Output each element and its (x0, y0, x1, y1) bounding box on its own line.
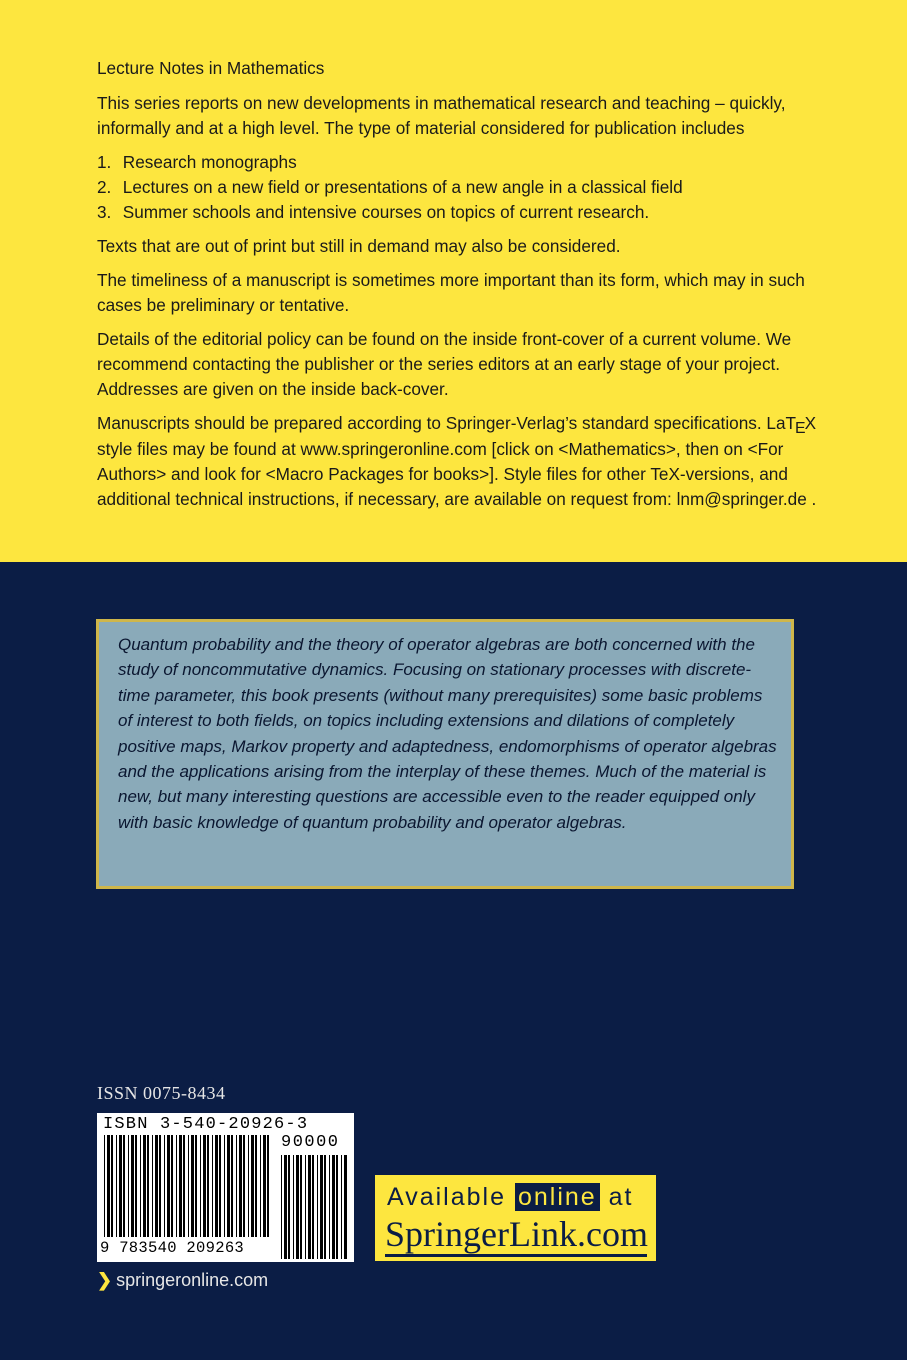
barcode-bar (288, 1155, 290, 1259)
latex-logo-x: X (804, 413, 817, 433)
springerlink-online-word: online (515, 1183, 600, 1211)
barcode-bar (215, 1135, 218, 1237)
barcode-bar (231, 1135, 233, 1237)
barcode-bar (152, 1135, 153, 1237)
barcode-bar (260, 1135, 261, 1237)
barcode-bar (344, 1155, 347, 1259)
barcode-bar (251, 1135, 254, 1237)
barcode-bar (305, 1155, 306, 1259)
manuscript-instructions (97, 411, 817, 512)
barcode-bar (131, 1135, 134, 1237)
publisher-website-text: springeronline.com (116, 1270, 269, 1290)
list-text: Lectures on a new field or presentations of a new angle in a classical field (122, 177, 683, 197)
barcode-bar (207, 1135, 209, 1237)
barcode-bar (284, 1155, 287, 1259)
list-item (97, 175, 817, 200)
springerlink-springer-word: Springer (385, 1214, 509, 1254)
barcode-bar (336, 1155, 338, 1259)
springerlink-underline (385, 1254, 647, 1257)
issn-label: ISSN 0075-8434 (97, 1083, 226, 1103)
isbn-barcode (97, 1113, 354, 1262)
springerlink-name (385, 1213, 648, 1255)
barcode-bar (135, 1135, 137, 1237)
barcode-bar (312, 1155, 314, 1259)
barcode-bar (123, 1135, 125, 1237)
barcode-bar (191, 1135, 194, 1237)
out-of-print-note: Texts that are out of print but still in demand may also be considered. (97, 236, 621, 256)
manuscript-instructions-rest: style files may be found at www.springeronline.com [click on <Mathematics>, then on <For Authors> and look for <Macro Packages for books>]. Style files for other TeX-versions, and additional technical instructions, if necessary, are available on request from: lnm@springer.de . (97, 439, 817, 509)
springerlink-link-word: Link.com (508, 1214, 648, 1254)
manuscript-instructions-lead: Manuscripts should be prepared according to Springer-Verlag’s standard specifications. (97, 413, 762, 433)
timeliness-note: The timeliness of a manuscript is sometimes more important than its form, which may in such cases be preliminary or tentative. (97, 270, 805, 315)
list-item (97, 150, 817, 175)
barcode-bar (140, 1135, 141, 1237)
barcode-isbn-text: ISBN 3-540-20926-3 (103, 1115, 309, 1134)
barcode-ean-number: 9 783540 209263 (100, 1239, 245, 1257)
list-text: Summer schools and intensive courses on topics of current research. (122, 202, 650, 222)
barcode-bar (111, 1135, 113, 1237)
latex-logo-la: La (766, 413, 786, 433)
springerlink-available-line (387, 1183, 634, 1212)
barcode-bar (308, 1155, 311, 1259)
barcode-bar (329, 1155, 330, 1259)
barcode-bar (320, 1155, 323, 1259)
series-description-panel (0, 0, 907, 562)
barcode-bar (212, 1135, 213, 1237)
barcode-bar (263, 1135, 266, 1237)
barcode-bar (200, 1135, 201, 1237)
barcode-bar (119, 1135, 122, 1237)
list-number: 2. (97, 177, 112, 197)
barcode-bar (236, 1135, 237, 1237)
barcode-bar (300, 1155, 302, 1259)
book-blurb-text: Quantum probability and the theory of operator algebras are both concerned with the study of noncommutative dynamics. Focusing on stationary processes with discrete-time parameter, this book presents (without many prerequisites) some basic problems of interest to both fields, on topics including extensions and dilations of completely positive maps, Markov property and adaptedness, endomorphisms of operator algebras and the applications arising from the interplay of these themes. Much of the material is new, but many interesting questions are accessible even to the reader equipped only with basic knowledge of quantum probability and operator algebras. (118, 635, 777, 832)
barcode-bar (116, 1135, 117, 1237)
barcode-bar (143, 1135, 146, 1237)
barcode-bar (155, 1135, 158, 1237)
barcode-bar (167, 1135, 170, 1237)
barcode-bar (332, 1155, 335, 1259)
latex-logo-t: T (785, 413, 797, 433)
barcode-bar (128, 1135, 129, 1237)
barcode-bar (104, 1135, 105, 1237)
barcode-bar (255, 1135, 257, 1237)
barcode-bar (183, 1135, 185, 1237)
springerlink-available-word: Available (387, 1183, 507, 1211)
series-description-text (97, 56, 817, 521)
barcode-bar (195, 1135, 197, 1237)
list-text: Research monographs (122, 152, 297, 172)
barcode-bar (171, 1135, 173, 1237)
barcode-bar (341, 1155, 342, 1259)
chevron-right-icon: ❯ (97, 1270, 113, 1290)
series-intro: This series reports on new developments in mathematical research and teaching – quickly, informally and at a high level. The type of material considered for publication includes (97, 93, 786, 138)
barcode-bar (281, 1155, 282, 1259)
barcode-addon-number: 90000 (281, 1133, 340, 1152)
book-blurb-box (96, 619, 794, 889)
list-number: 3. (97, 202, 112, 222)
publisher-website[interactable] (97, 1270, 268, 1291)
editorial-policy-note: Details of the editorial policy can be found on the inside front-cover of a current volume. We recommend contacting the publisher or the series editors at an early stage of your project. Addresses are given on the inside back-cover. (97, 329, 792, 399)
barcode-bar (219, 1135, 221, 1237)
barcode-bar (248, 1135, 249, 1237)
springerlink-logo (375, 1175, 656, 1261)
barcode-bar (147, 1135, 149, 1237)
barcode-bar (176, 1135, 177, 1237)
barcode-bar (164, 1135, 165, 1237)
barcode-bar (227, 1135, 230, 1237)
material-list (97, 150, 817, 225)
springerlink-at-word: at (608, 1183, 634, 1211)
barcode-bar (293, 1155, 294, 1259)
barcode-bar (159, 1135, 161, 1237)
barcode-bar (188, 1135, 189, 1237)
barcode-bar (224, 1135, 225, 1237)
barcode-bar (107, 1135, 110, 1237)
barcode-bar (243, 1135, 245, 1237)
latex-logo (766, 413, 817, 437)
list-item (97, 200, 817, 225)
latex-logo-e: E (795, 420, 806, 437)
barcode-bar (179, 1135, 182, 1237)
barcode-bar (239, 1135, 242, 1237)
barcode-bar (317, 1155, 318, 1259)
series-title: Lecture Notes in Mathematics (97, 58, 325, 78)
barcode-bar (203, 1135, 206, 1237)
list-number: 1. (97, 152, 112, 172)
barcode-bar (267, 1135, 269, 1237)
barcode-bar (324, 1155, 326, 1259)
barcode-bar (296, 1155, 299, 1259)
